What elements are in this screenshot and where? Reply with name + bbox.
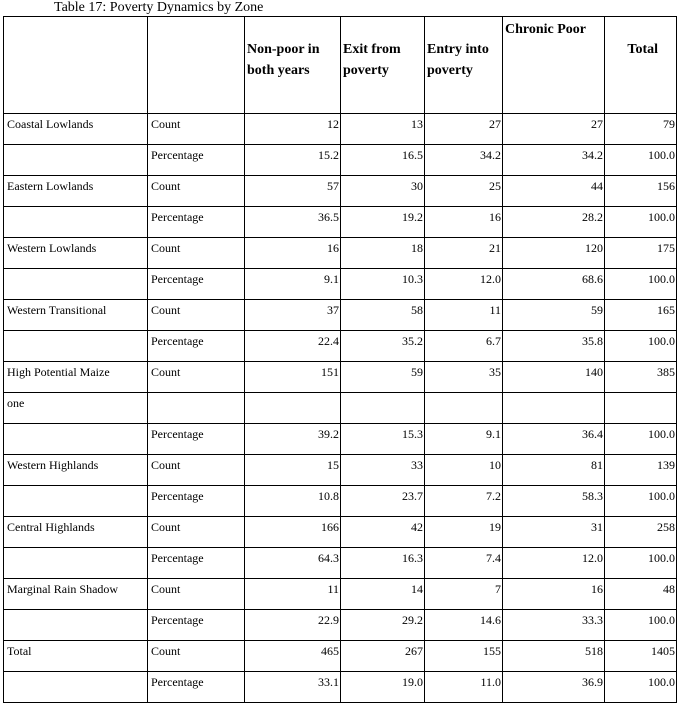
cell-non-poor (245, 393, 341, 424)
cell-non-poor: 15 (245, 455, 341, 486)
cell-exit: 19.0 (341, 672, 425, 703)
cell-zone: Coastal Lowlands (4, 114, 148, 145)
cell-exit: 30 (341, 176, 425, 207)
cell-measure: Count (148, 455, 245, 486)
cell-exit: 19.2 (341, 207, 425, 238)
cell-total (605, 393, 677, 424)
table-row (4, 610, 677, 641)
cell-chronic: 140 (503, 362, 605, 393)
cell-total: 79 (605, 114, 677, 145)
cell-total: 139 (605, 455, 677, 486)
cell-entry: 19 (425, 517, 503, 548)
cell-measure: Count (148, 114, 245, 145)
cell-entry: 155 (425, 641, 503, 672)
cell-chronic: 58.3 (503, 486, 605, 517)
table-row (4, 486, 677, 517)
cell-total: 175 (605, 238, 677, 269)
cell-entry: 7.4 (425, 548, 503, 579)
cell-non-poor: 10.8 (245, 486, 341, 517)
cell-non-poor: 33.1 (245, 672, 341, 703)
cell-zone (4, 548, 148, 579)
cell-chronic: 12.0 (503, 548, 605, 579)
cell-total: 100.0 (605, 424, 677, 455)
cell-measure: Percentage (148, 207, 245, 238)
table-row (4, 331, 677, 362)
cell-measure: Count (148, 641, 245, 672)
cell-chronic (503, 393, 605, 424)
table-row (4, 517, 677, 548)
cell-entry: 35 (425, 362, 503, 393)
cell-zone (4, 486, 148, 517)
table-row (4, 176, 677, 207)
cell-entry: 9.1 (425, 424, 503, 455)
cell-zone: Total (4, 641, 148, 672)
cell-measure: Percentage (148, 548, 245, 579)
cell-measure: Percentage (148, 145, 245, 176)
cell-zone (4, 610, 148, 641)
cell-chronic: 81 (503, 455, 605, 486)
cell-total: 100.0 (605, 672, 677, 703)
cell-entry: 21 (425, 238, 503, 269)
table-row (4, 579, 677, 610)
cell-non-poor: 39.2 (245, 424, 341, 455)
cell-exit: 10.3 (341, 269, 425, 300)
table-row (4, 641, 677, 672)
cell-non-poor: 37 (245, 300, 341, 331)
cell-total: 385 (605, 362, 677, 393)
cell-measure: Percentage (148, 269, 245, 300)
cell-exit: 35.2 (341, 331, 425, 362)
cell-exit: 267 (341, 641, 425, 672)
cell-zone (4, 145, 148, 176)
cell-non-poor: 465 (245, 641, 341, 672)
cell-exit: 58 (341, 300, 425, 331)
cell-exit: 16.5 (341, 145, 425, 176)
cell-non-poor: 11 (245, 579, 341, 610)
cell-exit: 13 (341, 114, 425, 145)
cell-measure: Count (148, 517, 245, 548)
cell-total: 100.0 (605, 269, 677, 300)
cell-exit: 18 (341, 238, 425, 269)
cell-entry: 27 (425, 114, 503, 145)
table-row (4, 672, 677, 703)
cell-exit: 23.7 (341, 486, 425, 517)
cell-measure: Count (148, 579, 245, 610)
header-zone (4, 17, 148, 114)
table-row (4, 207, 677, 238)
cell-exit: 29.2 (341, 610, 425, 641)
cell-entry: 14.6 (425, 610, 503, 641)
table-row (4, 455, 677, 486)
header-entry: Entry into poverty (425, 17, 503, 114)
cell-chronic: 44 (503, 176, 605, 207)
cell-entry: 11.0 (425, 672, 503, 703)
cell-chronic: 68.6 (503, 269, 605, 300)
cell-measure: Count (148, 300, 245, 331)
cell-non-poor: 151 (245, 362, 341, 393)
table-row (4, 424, 677, 455)
cell-non-poor: 15.2 (245, 145, 341, 176)
cell-chronic: 36.9 (503, 672, 605, 703)
cell-chronic: 16 (503, 579, 605, 610)
cell-zone: High Potential Maize (4, 362, 148, 393)
cell-measure: Count (148, 238, 245, 269)
cell-total: 100.0 (605, 548, 677, 579)
cell-zone (4, 331, 148, 362)
cell-zone: Central Highlands (4, 517, 148, 548)
cell-entry: 16 (425, 207, 503, 238)
cell-entry: 10 (425, 455, 503, 486)
cell-entry: 25 (425, 176, 503, 207)
cell-chronic: 59 (503, 300, 605, 331)
cell-entry: 34.2 (425, 145, 503, 176)
cell-entry: 7 (425, 579, 503, 610)
cell-exit: 59 (341, 362, 425, 393)
cell-zone (4, 672, 148, 703)
cell-exit: 42 (341, 517, 425, 548)
cell-total: 258 (605, 517, 677, 548)
cell-total: 1405 (605, 641, 677, 672)
cell-chronic: 28.2 (503, 207, 605, 238)
cell-chronic: 27 (503, 114, 605, 145)
cell-chronic: 35.8 (503, 331, 605, 362)
cell-chronic: 518 (503, 641, 605, 672)
table-row (4, 300, 677, 331)
cell-chronic: 31 (503, 517, 605, 548)
cell-non-poor: 9.1 (245, 269, 341, 300)
cell-exit: 15.3 (341, 424, 425, 455)
header-measure (148, 17, 245, 114)
cell-non-poor: 16 (245, 238, 341, 269)
cell-non-poor: 22.9 (245, 610, 341, 641)
cell-total: 100.0 (605, 486, 677, 517)
cell-measure: Percentage (148, 486, 245, 517)
cell-total: 100.0 (605, 331, 677, 362)
header-row (4, 17, 677, 114)
table-row (4, 145, 677, 176)
cell-zone (4, 424, 148, 455)
cell-chronic: 33.3 (503, 610, 605, 641)
cell-entry (425, 393, 503, 424)
cell-chronic: 120 (503, 238, 605, 269)
cell-measure: Percentage (148, 424, 245, 455)
table-title: Table 17: Poverty Dynamics by Zone (54, 0, 264, 15)
cell-chronic: 34.2 (503, 145, 605, 176)
cell-exit (341, 393, 425, 424)
cell-total: 165 (605, 300, 677, 331)
cell-chronic: 36.4 (503, 424, 605, 455)
header-chronic: Chronic Poor (503, 17, 605, 114)
table-row (4, 238, 677, 269)
table-row (4, 269, 677, 300)
cell-exit: 16.3 (341, 548, 425, 579)
cell-measure: Count (148, 362, 245, 393)
cell-non-poor: 12 (245, 114, 341, 145)
table-row (4, 114, 677, 145)
cell-zone: Western Transitional (4, 300, 148, 331)
cell-measure: Percentage (148, 672, 245, 703)
cell-measure (148, 393, 245, 424)
cell-non-poor: 36.5 (245, 207, 341, 238)
cell-zone: Western Highlands (4, 455, 148, 486)
cell-non-poor: 166 (245, 517, 341, 548)
cell-measure: Percentage (148, 610, 245, 641)
cell-zone: Western Lowlands (4, 238, 148, 269)
cell-non-poor: 64.3 (245, 548, 341, 579)
cell-non-poor: 22.4 (245, 331, 341, 362)
cell-total: 48 (605, 579, 677, 610)
cell-entry: 11 (425, 300, 503, 331)
cell-total: 100.0 (605, 610, 677, 641)
table-row (4, 548, 677, 579)
cell-measure: Percentage (148, 331, 245, 362)
table-row (4, 362, 677, 393)
poverty-dynamics-table (3, 16, 677, 703)
cell-non-poor: 57 (245, 176, 341, 207)
cell-total: 100.0 (605, 145, 677, 176)
cell-zone: Marginal Rain Shadow (4, 579, 148, 610)
cell-exit: 33 (341, 455, 425, 486)
cell-exit: 14 (341, 579, 425, 610)
cell-zone: one (4, 393, 148, 424)
cell-measure: Count (148, 176, 245, 207)
table-row (4, 393, 677, 424)
cell-total: 156 (605, 176, 677, 207)
cell-entry: 6.7 (425, 331, 503, 362)
cell-zone (4, 269, 148, 300)
header-total: Total (605, 17, 677, 114)
header-non-poor: Non-poor in both years (245, 17, 341, 114)
header-exit: Exit from poverty (341, 17, 425, 114)
cell-zone: Eastern Lowlands (4, 176, 148, 207)
cell-entry: 7.2 (425, 486, 503, 517)
cell-entry: 12.0 (425, 269, 503, 300)
cell-total: 100.0 (605, 207, 677, 238)
cell-zone (4, 207, 148, 238)
